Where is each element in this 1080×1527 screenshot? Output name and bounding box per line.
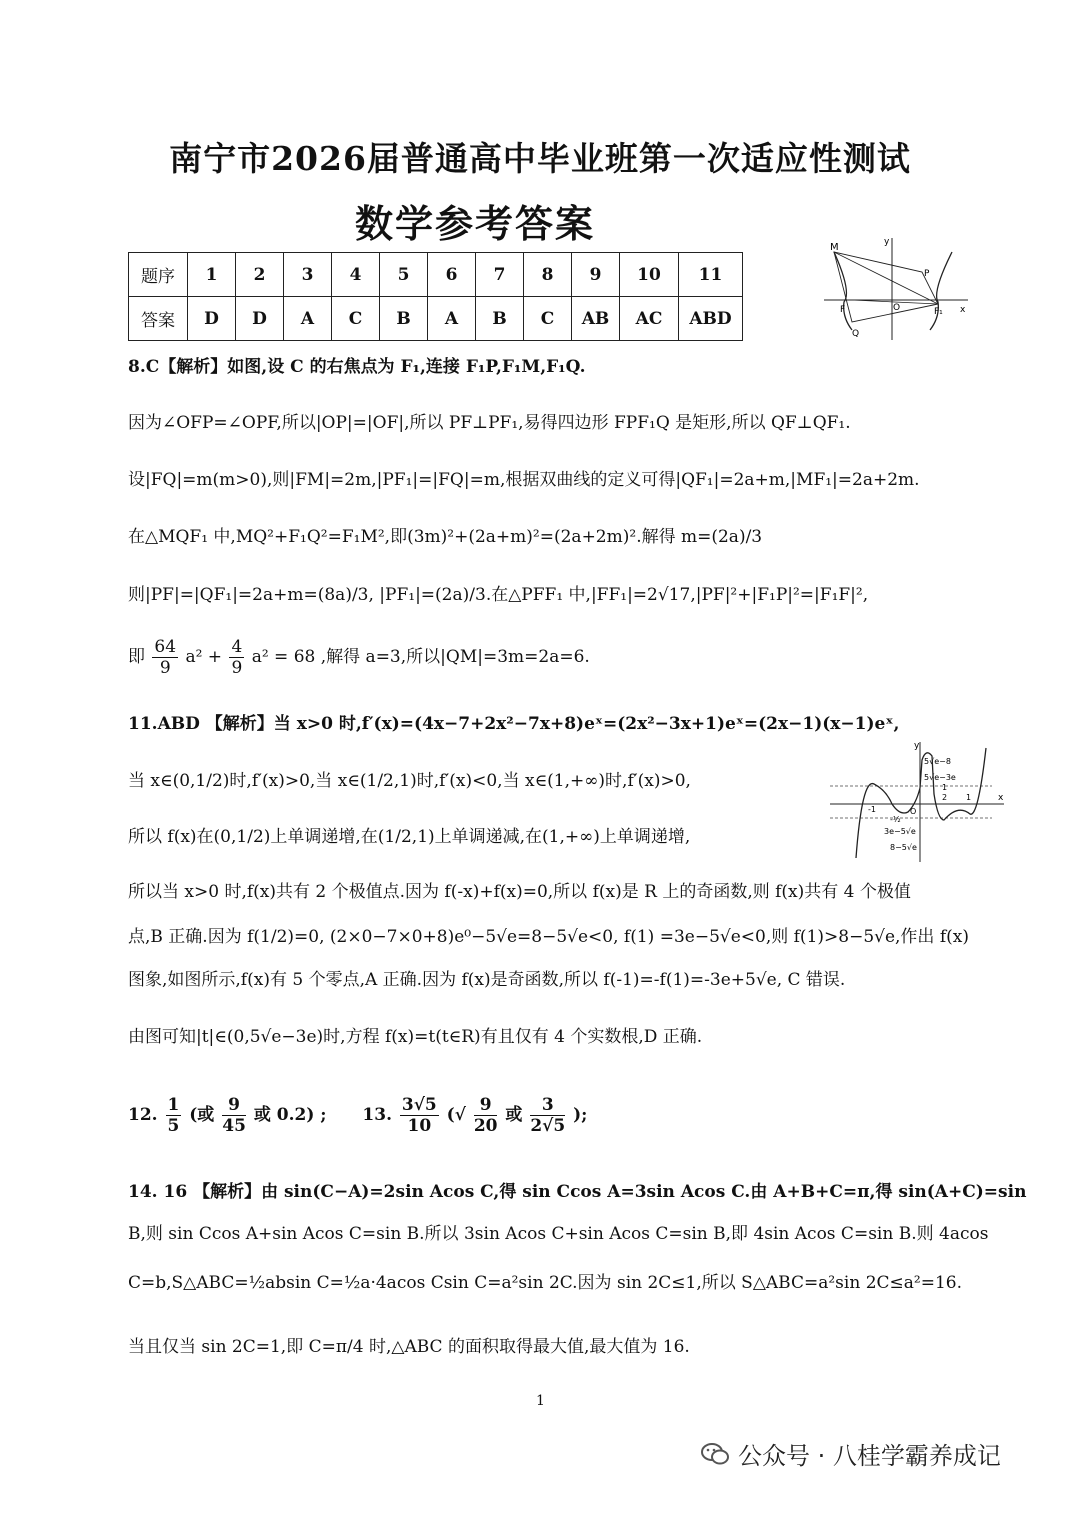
fig8-label: P <box>924 269 930 279</box>
fraction-numerator: 9 <box>222 1095 246 1116</box>
table-cell: B <box>476 297 524 341</box>
fig11-label: 5√e−3e <box>924 773 956 782</box>
table-cell: C <box>524 297 572 341</box>
fraction-denominator: 9 <box>159 658 171 678</box>
table-cell: A <box>284 297 332 341</box>
fig11-label: -1 <box>868 805 876 814</box>
table-header-cell: 题序 <box>129 253 188 297</box>
fig11-label: 3e−5√e <box>884 827 916 836</box>
fraction <box>222 1095 246 1136</box>
fig11-label: 1 <box>942 783 948 792</box>
q14-line-4: 当且仅当 sin 2C=1,即 C=π/4 时,△ABC 的面积取得最大值,最大值为 16. <box>128 1337 690 1357</box>
fraction-denominator: 45 <box>222 1116 246 1136</box>
table-cell: D <box>188 297 236 341</box>
fraction-numerator: 4 <box>231 637 243 657</box>
fig11-label: -½ <box>890 815 901 824</box>
page-subtitle: 数学参考答案 <box>355 201 596 246</box>
table-cell: 6 <box>428 253 476 297</box>
footer-text: 公众号 · 八桂学霸养成记 <box>738 1442 1001 1470</box>
q8-line-6-suffix: ,解得 a=3,所以|QM|=3m=2a=6. <box>320 647 590 667</box>
q11-line-7: 由图可知|t|∈(0,5√e−3e)时,方程 f(x)=t(t∈R)有且仅有 4 个实数根,D 正确. <box>128 1027 703 1047</box>
q14-line-1: 14. 16 【解析】由 sin(C−A)=2sin Acos C,得 sin Ccos A=3sin Acos C.由 A+B+C=π,得 sin(A+C)=sin <box>128 1182 1027 1202</box>
q8-line-3: 设|FQ|=m(m>0),则|FM|=2m,|PF₁|=|FQ|=m,根据双曲线的定义可得|QF₁|=2a+m,|MF₁|=2a+2m. <box>128 470 920 490</box>
q8-line-5: 则|PF|=|QF₁|=2a+m=(8a)/3, |PF₁|=(2a)/3.在△PFF₁ 中,|FF₁|=2√17,|PF|²+|F₁P|²=|F₁F|², <box>128 585 869 605</box>
page-title: 南宁市2026届普通高中毕业班第一次适应性测试 <box>169 139 911 178</box>
q13-text: (√ <box>446 1105 466 1125</box>
table-cell: 11 <box>679 253 743 297</box>
table-cell: ABD <box>679 297 743 341</box>
fig11-label: y <box>914 741 920 751</box>
q12-label: 12. <box>128 1105 158 1125</box>
q11-line-5: 点,B 正确.因为 f(1/2)=0, (2×0−7×0+8)e⁰−5√e=8−5√e<0, f(1) =3e−5√e<0,则 f(1)>8−5√e,作出 f(x) <box>128 927 969 947</box>
fig8-label: F <box>840 305 846 315</box>
fig8-label: M <box>830 242 839 253</box>
fraction-denominator: 10 <box>407 1116 432 1136</box>
table-cell: 1 <box>188 253 236 297</box>
page-number: 1 <box>536 1393 545 1409</box>
q14-line-2: B,则 sin Ccos A+sin Acos C=sin B.所以 3sin Acos C+sin Acos C=sin B,即 4sin Acos C=sin B.则 4acos <box>128 1224 989 1244</box>
table-cell: 2 <box>236 253 284 297</box>
q8-line-6-prefix: 即 <box>128 647 145 667</box>
fraction-denominator: 2√5 <box>530 1116 566 1136</box>
fraction-numerator: 3 <box>530 1095 565 1116</box>
q12-text: (或 <box>189 1105 215 1125</box>
table-cell: B <box>380 297 428 341</box>
table-header-cell: 答案 <box>129 297 188 341</box>
fig11-label: 5√e−8 <box>924 757 951 766</box>
table-cell: 7 <box>476 253 524 297</box>
q11-line-6: 图象,如图所示,f(x)有 5 个零点,A 正确.因为 f(x)是奇函数,所以 f(-1)=-f(1)=-3e+5√e, C 错误. <box>128 970 846 990</box>
table-row-answers <box>129 297 743 341</box>
fig11-label: O <box>910 807 917 816</box>
function-graph-figure <box>826 738 1010 866</box>
q8-line-4: 在△MQF₁ 中,MQ²+F₁Q²=F₁M²,即(3m)²+(2a+m)²=(2a+2m)².解得 m=(2a)/3 <box>128 527 763 547</box>
table-cell: 4 <box>332 253 380 297</box>
fraction-numerator: 3√5 <box>401 1095 437 1115</box>
fig8-label: Q <box>852 329 860 339</box>
q13-text: ); <box>573 1105 588 1125</box>
table-cell: C <box>332 297 380 341</box>
fig11-label: 8−5√e <box>890 843 917 852</box>
q13-text: 或 <box>505 1105 523 1125</box>
table-row-numbers <box>129 253 743 297</box>
fraction <box>530 1095 565 1136</box>
fraction <box>474 1095 498 1136</box>
q8-line-6-term: a² + <box>185 647 223 667</box>
table-cell: A <box>428 297 476 341</box>
q11-line-4: 所以当 x>0 时,f(x)共有 2 个极值点.因为 f(-x)+f(x)=0,所以 f(x)是 R 上的奇函数,则 f(x)共有 4 个极值 <box>128 882 911 902</box>
q8-line-6 <box>128 633 590 681</box>
q14-line-3: C=b,S△ABC=½absin C=½a·4acos Csin C=a²sin 2C.因为 sin 2C≤1,所以 S△ABC=a²sin 2C≤a²=16. <box>128 1273 962 1293</box>
fraction-denominator: 9 <box>231 658 243 678</box>
fig8-label: O <box>893 303 901 313</box>
q12-q13-line <box>128 1087 587 1143</box>
fraction-denominator: 20 <box>473 1116 498 1136</box>
wechat-footer <box>700 1436 1001 1471</box>
fig11-label: 2 <box>942 793 948 802</box>
table-cell: D <box>236 297 284 341</box>
fraction-numerator: 9 <box>474 1095 498 1116</box>
fraction <box>152 637 178 678</box>
q8-line-1: 8.C【解析】如图,设 C 的右焦点为 F₁,连接 F₁P,F₁M,F₁Q. <box>128 357 586 377</box>
q12-text: 或 0.2) ; <box>253 1105 327 1125</box>
table-cell: AC <box>620 297 679 341</box>
table-cell: AB <box>572 297 620 341</box>
q11-line-1: 11.ABD 【解析】当 x>0 时,f′(x)=(4x−7+2x²−7x+8)eˣ=(2x²−3x+1)eˣ=(2x−1)(x−1)eˣ, <box>128 714 900 734</box>
fraction-numerator: 1 <box>167 1095 180 1115</box>
q11-line-2: 当 x∈(0,1/2)时,f′(x)>0,当 x∈(1/2,1)时,f′(x)<0,当 x∈(1,+∞)时,f′(x)>0, <box>128 771 691 791</box>
table-cell: 5 <box>380 253 428 297</box>
table-cell: 8 <box>524 253 572 297</box>
answer-table <box>128 252 743 341</box>
q8-line-2: 因为∠OFP=∠OPF,所以|OP|=|OF|,所以 PF⊥PF₁,易得四边形 FPF₁Q 是矩形,所以 QF⊥QF₁. <box>128 413 851 433</box>
wechat-icon <box>700 1441 730 1467</box>
table-cell: 3 <box>284 253 332 297</box>
q11-line-3: 所以 f(x)在(0,1/2)上单调递增,在(1/2,1)上单调递减,在(1,+∞)上单调递增, <box>128 827 691 847</box>
fig8-label: F₁ <box>934 307 943 317</box>
q13-label: 13. <box>362 1105 392 1125</box>
fraction-denominator: 5 <box>167 1116 180 1136</box>
fraction <box>400 1095 439 1136</box>
fraction-numerator: 64 <box>154 637 177 657</box>
fraction <box>229 637 244 678</box>
fig11-label: x <box>998 793 1004 803</box>
fig8-label: x <box>960 305 966 315</box>
fraction <box>166 1095 182 1136</box>
table-cell: 9 <box>572 253 620 297</box>
fig8-label: y <box>884 237 890 247</box>
table-cell: 10 <box>620 253 679 297</box>
q8-line-6-term: a² = 68 <box>251 647 316 667</box>
hyperbola-figure <box>822 232 972 344</box>
fig11-label: 1 <box>966 793 972 802</box>
